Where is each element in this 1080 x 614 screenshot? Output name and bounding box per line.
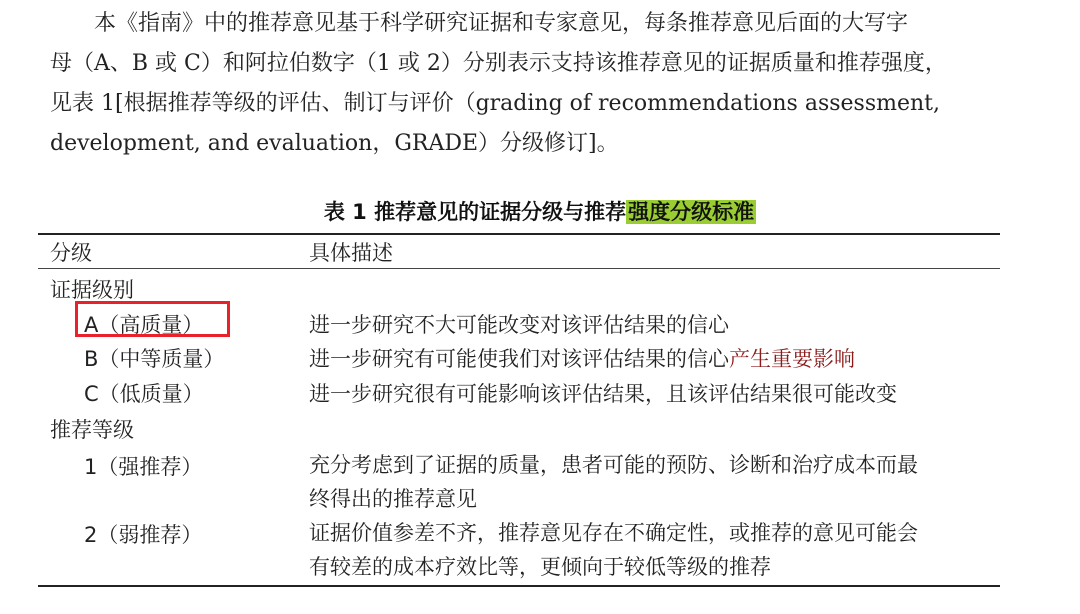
section-evidence-level: 证据级别 <box>50 278 134 302</box>
paragraph-line-1: 本《指南》中的推荐意见基于科学研究证据和专家意见，每条推荐意见后面的大写字 <box>94 11 909 36</box>
row-c-label: C（低质量） <box>84 382 204 406</box>
row-b-label: B（中等质量） <box>84 347 225 371</box>
table-header-rule <box>38 268 1000 269</box>
annotation-highlight-box <box>75 301 230 337</box>
paragraph-line-3: 见表 1[根据推荐等级的评估、制订与评价（grading of recommendations assessment, <box>50 91 941 116</box>
paragraph-line-2: 母（A、B 或 C）和阿拉伯数字（1 或 2）分别表示支持该推荐意见的证据质量和推荐强度， <box>50 51 947 76</box>
paragraph-line-4: development, and evaluation，GRADE）分级修订]。 <box>50 131 619 156</box>
table-title-highlight: 强度分级标准 <box>628 200 755 224</box>
row-1-description-line-2: 终得出的推荐意见 <box>309 487 477 511</box>
row-b-description-plain: 进一步研究有可能使我们对该评估结果的信心 <box>309 347 729 371</box>
row-2-description-line-1: 证据价值参差不齐，推荐意见存在不确定性，或推荐的意见可能会 <box>309 521 918 545</box>
row-1-label: 1（强推荐） <box>84 455 203 479</box>
section-recommendation-grade: 推荐等级 <box>50 418 134 442</box>
row-1-description-line-1: 充分考虑到了证据的质量，患者可能的预防、诊断和治疗成本而最 <box>309 453 918 477</box>
table-title <box>0 196 1080 226</box>
header-grade: 分级 <box>50 241 92 265</box>
header-description: 具体描述 <box>309 241 393 265</box>
intro-paragraph <box>50 4 985 164</box>
row-b-description-red: 产生重要影响 <box>729 347 855 371</box>
row-a-label: A（高质量） <box>84 313 204 337</box>
row-2-description-line-2: 有较差的成本疗效比等，更倾向于较低等级的推荐 <box>309 555 771 579</box>
row-1-description <box>309 448 1009 516</box>
row-b-description <box>309 343 855 373</box>
row-2-description <box>309 516 1009 584</box>
row-c-description: 进一步研究很有可能影响该评估结果，且该评估结果很可能改变 <box>309 382 897 406</box>
table-title-prefix: 表 1 推荐意见的证据分级与推荐 <box>323 200 627 224</box>
row-a-description: 进一步研究不大可能改变对该评估结果的信心 <box>309 313 729 337</box>
table-top-rule <box>38 233 1000 235</box>
table-bottom-rule <box>38 585 1000 587</box>
row-2-label: 2（弱推荐） <box>84 523 203 547</box>
